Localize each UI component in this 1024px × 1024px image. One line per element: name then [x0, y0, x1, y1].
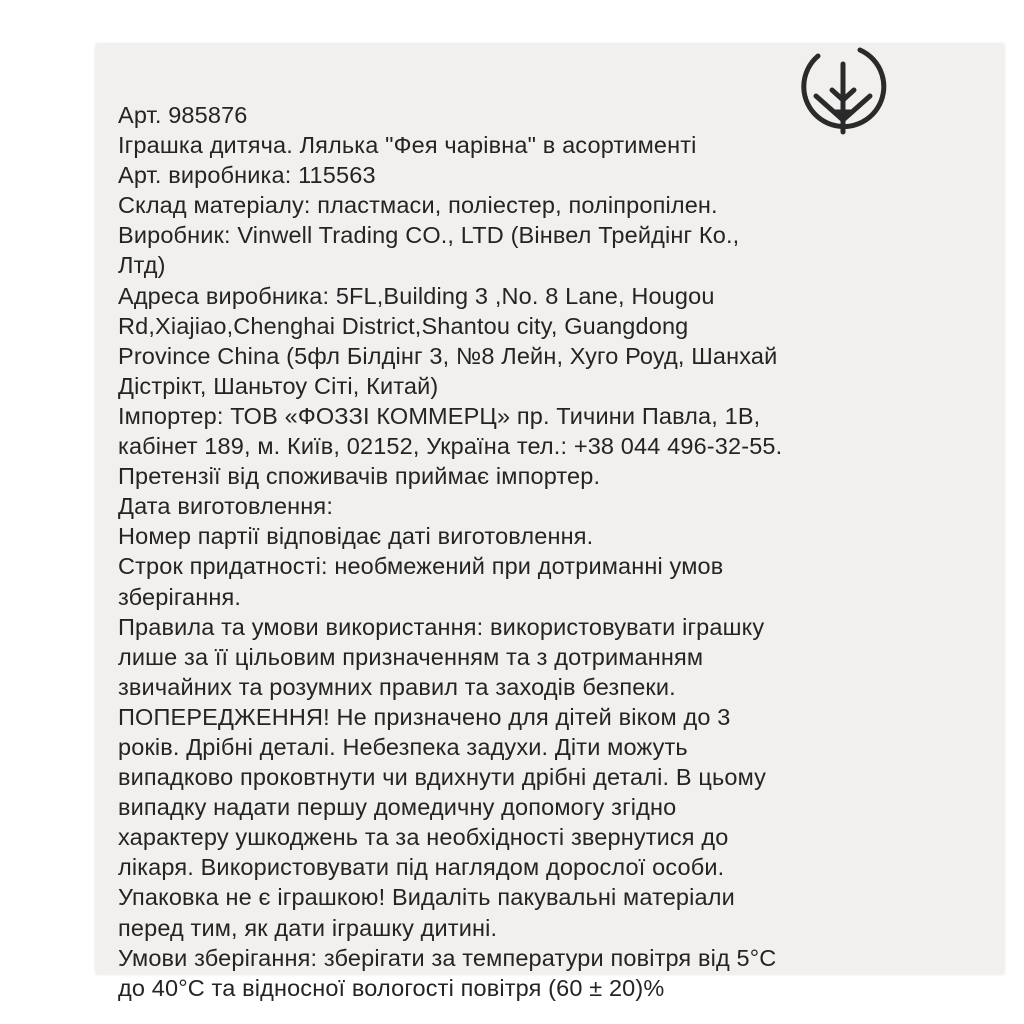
label-line: зберігання. — [118, 583, 242, 610]
label-line: Адреса виробника: 5FL,Building 3 ,No. 8 Lane, Hougou — [118, 282, 715, 309]
label-line: Імпортер: ТОВ «ФОЗЗІ КОММЕРЦ» пр. Тичини Павла, 1В, — [118, 402, 761, 429]
product-label — [96, 44, 1004, 1001]
label-line: Номер партії відповідає даті виготовлення. — [118, 523, 594, 550]
label-line: Rd,Xiajiao,Chenghai District,Shantou city, Guangdong — [118, 312, 689, 339]
label-line: Арт. 985876 — [118, 102, 248, 128]
label-line: до 40°С та відносної вологості повітря (60 ± 20)% — [118, 974, 665, 1001]
label-line: Строк придатності: необмежений при дотриманні умов — [118, 553, 724, 580]
label-line: Province China (5фл Білдінг 3, №8 Лейн, Хуго Роуд, Шанхай — [118, 342, 778, 369]
label-line: Претензії від споживачів приймає імпортер. — [118, 463, 601, 490]
label-line: Дата виготовлення: — [118, 493, 333, 520]
label-line: Іграшка дитяча. Лялька "Фея чарівна" в асортименті — [118, 132, 697, 159]
label-line: характеру ушкоджень та за необхідності звернутися до — [118, 824, 729, 851]
label-line: перед тим, як дати іграшку дитині. — [118, 914, 498, 941]
label-text — [118, 100, 998, 1003]
label-line: лікаря. Використовувати під наглядом дорослої особи. — [118, 854, 725, 881]
label-line: Лтд) — [118, 252, 166, 279]
label-line: Арт. виробника: 115563 — [118, 162, 376, 189]
label-line: випадку надати першу домедичну допомогу згідно — [118, 794, 677, 821]
label-line: ПОПЕРЕДЖЕННЯ! Не призначено для дітей віком до 3 — [118, 703, 731, 730]
label-line: звичайних та розумних правил та заходів безпеки. — [118, 673, 676, 700]
label-line: кабінет 189, м. Київ, 02152, Україна тел.: +38 044 496-32-55. — [118, 433, 783, 460]
label-line: випадково проковтнути чи вдихнути дрібні деталі. В цьому — [118, 764, 767, 791]
label-line: Умови зберігання: зберігати за температури повітря від 5°С — [118, 944, 777, 971]
label-line: років. Дрібні деталі. Небезпека задухи. Діти можуть — [118, 733, 688, 760]
label-line: Склад матеріалу: пластмаси, поліестер, поліпропілен. — [118, 192, 718, 219]
label-line: Упаковка не є іграшкою! Видаліть пакувальні матеріали — [118, 884, 735, 911]
label-line: Дістрікт, Шаньтоу Сіті, Китай) — [118, 372, 439, 399]
label-line: Правила та умови використання: використовувати іграшку — [118, 613, 765, 640]
label-line: лише за її цільовим призначенням та з дотриманням — [118, 643, 704, 670]
label-line: Виробник: Vinwell Trading CO., LTD (Вінвел Трейдінг Ко., — [118, 222, 740, 249]
